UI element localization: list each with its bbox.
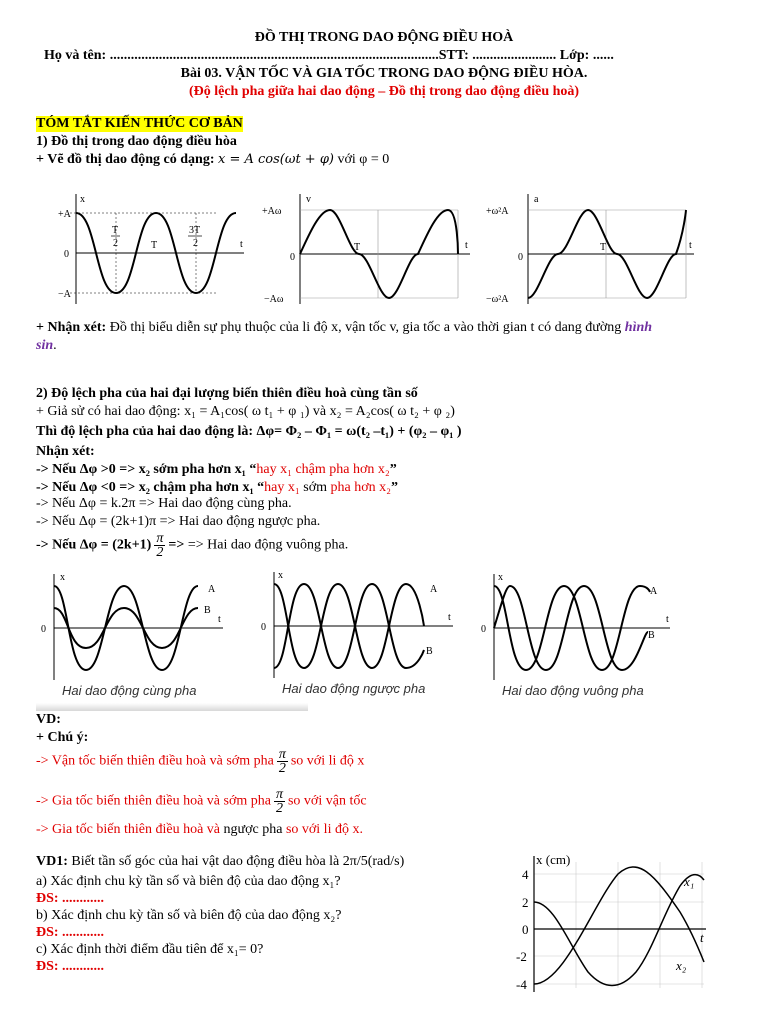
zero-2: 0	[261, 622, 266, 633]
formula-condition: với φ = 0	[334, 152, 390, 167]
axis-label-t-a: t	[689, 240, 692, 251]
zero-1: 0	[41, 624, 46, 635]
remark-1-highlight: hình	[624, 320, 653, 335]
label-t: T	[151, 240, 158, 251]
tick-minus-2: -2	[516, 949, 527, 964]
label-x2: x₂	[676, 958, 687, 973]
rule-2-c: ”	[391, 480, 399, 495]
note-3	[36, 822, 363, 838]
graph-in-phase	[38, 572, 228, 684]
note-3-a: -> Gia tốc biến thiên điều hoà và	[36, 822, 224, 837]
rule-2-a: -> Nếu Δφ <0 => x₂ chậm pha hơn x₁ “	[36, 480, 265, 495]
tick-4: 4	[522, 867, 529, 882]
rule-1-a: -> Nếu Δφ >0 => x₂ sớm pha hơn x₁ “	[36, 462, 257, 477]
label-t-a: T	[600, 242, 607, 253]
answer-b: ĐS: ............	[36, 925, 105, 940]
rule-2-b3: pha hơn x₂	[327, 480, 392, 495]
caption-anti-phase: Hai dao động ngược pha	[282, 681, 426, 696]
item1-heading: 1) Đồ thị trong dao động điều hòa	[36, 134, 237, 149]
rule-5-num: π	[156, 531, 164, 546]
section2-remark: Nhận xét:	[36, 444, 95, 459]
label-a-3: A	[650, 586, 658, 597]
note-2	[36, 788, 367, 815]
tick-minus-4: -4	[516, 977, 527, 992]
vd-label: VD:	[36, 712, 61, 727]
name-line: Họ và tên: ..............................................................................................STT: ........................ Lớp: ......	[44, 48, 614, 63]
label-zero: 0	[64, 249, 69, 260]
label-minus-a: −A	[58, 289, 71, 300]
label-b-3: B	[648, 630, 655, 641]
page-title: ĐỒ THỊ TRONG DAO ĐỘNG ĐIỀU HOÀ	[254, 30, 514, 45]
zero-3: 0	[481, 624, 486, 635]
t-3: t	[666, 614, 669, 625]
note-1-b: so với li độ x	[290, 753, 365, 769]
axis-label-v: v	[306, 194, 311, 205]
rule-5-b: => Hai dao động vuông pha.	[184, 537, 349, 553]
label-plus-a: +A	[58, 209, 71, 220]
label-a-2: A	[430, 584, 438, 595]
graph-anti-phase	[258, 570, 458, 682]
answer-c: ĐS: ............	[36, 959, 105, 974]
label-zero-v: 0	[290, 252, 295, 263]
note-3-c: so với li độ x.	[282, 822, 363, 837]
note-heading: + Chú ý:	[36, 730, 89, 745]
note-2-b: so với vận tốc	[287, 793, 367, 809]
note-2-num: π	[275, 787, 283, 802]
label-3t-num: 3T	[189, 225, 201, 236]
rule-2-b1: hay x₁	[264, 480, 304, 495]
caption-in-phase: Hai dao động cùng pha	[62, 683, 197, 698]
label-b-1: B	[204, 605, 211, 616]
label-t-half-num: T	[112, 225, 119, 236]
section2-heading: 2) Độ lệch pha của hai đại lượng biến thiên điều hoà cùng tần số	[36, 386, 418, 401]
graph-v-time	[262, 192, 472, 308]
vd1-label: VD1:	[36, 854, 68, 869]
note-1-a: -> Vận tốc biến thiên điều hoà và sớm pha	[36, 753, 274, 769]
t-2: t	[448, 612, 451, 623]
graph-vd1	[504, 852, 720, 994]
axis-label-t-v: t	[465, 240, 468, 251]
lesson-title: Bài 03. VẬN TỐC VÀ GIA TỐC TRONG DAO ĐỘNG ĐIỀU HÒA.	[180, 66, 588, 81]
question-a: a) Xác định chu kỳ tần số và biên độ của dao động x₁?	[36, 874, 341, 889]
answer-a: ĐS: ............	[36, 891, 105, 906]
rule-5-den: 2	[156, 545, 164, 560]
label-plus-w2a: +ω²A	[486, 206, 509, 217]
remark-1-sin: sin	[36, 338, 54, 353]
label-minus-w2a: −ω²A	[486, 294, 509, 305]
rule-2	[36, 480, 398, 496]
rule-3: -> Nếu Δφ = k.2π => Hai dao động cùng pha.	[36, 496, 292, 511]
tick-2: 2	[522, 895, 529, 910]
tick-0: 0	[522, 922, 529, 937]
vd1-t-axis: t	[700, 930, 704, 945]
remark-1-end: .	[53, 338, 57, 353]
caption-quadrature: Hai dao động vuông pha	[502, 683, 644, 698]
note-3-b: ngược pha	[223, 822, 283, 837]
item1-sub-text: + Vẽ đồ thị dao động có dạng:	[36, 152, 215, 167]
vd1-intro-text: Biết tần số góc của hai vật dao động điều hòa là 2π/5(rad/s)	[67, 854, 405, 869]
axis-label-x: x	[80, 194, 85, 205]
label-zero-a: 0	[518, 252, 523, 263]
graph-a-time	[486, 192, 696, 308]
rule-1-c: ”	[389, 462, 397, 477]
item1-sub	[36, 152, 389, 168]
vd1-intro	[36, 854, 404, 870]
label-minus-aw: −Aω	[264, 294, 284, 305]
rule-1-b: hay x₁ chậm pha hơn x₂	[256, 462, 390, 477]
graph-quadrature	[478, 572, 678, 684]
t-1: t	[218, 614, 221, 625]
vd1-ylabel: x (cm)	[536, 852, 571, 867]
axis-label-a: a	[534, 194, 539, 205]
label-plus-aw: +Aω	[262, 206, 282, 217]
note-1-den: 2	[278, 761, 286, 776]
note-2-a: -> Gia tốc biến thiên điều hoà và sớm pha	[36, 793, 271, 809]
axis-x-1: x	[60, 572, 65, 583]
axis-x-3: x	[498, 572, 503, 583]
label-a-1: A	[208, 584, 216, 595]
remark-1-line2	[36, 338, 57, 354]
section2-assume: + Giả sử có hai dao động: x₁ = A₁cos( ω t₁ + φ ₁) và x₂ = A₂cos( ω t₂ + φ ₂)	[36, 404, 455, 419]
divider	[36, 703, 308, 711]
label-x1: x₁	[684, 874, 695, 889]
label-t-v: T	[354, 242, 361, 253]
axis-label-t: t	[240, 239, 243, 250]
rule-5-a: -> Nếu Δφ = (2k+1)	[36, 537, 152, 553]
question-c: c) Xác định thời điểm đầu tiên để x₁= 0?	[36, 942, 264, 957]
section2-phase: Thì độ lệch pha của hai dao động là: Δφ= Φ₂ – Φ₁ = ω(t₂ –t₁) + (φ₂ – φ₁ )	[36, 424, 462, 439]
label-3t-den: 2	[193, 238, 198, 249]
axis-x-2: x	[278, 570, 283, 581]
remark-1-text: Đồ thị biểu diễn sự phụ thuộc của li độ x, vận tốc v, gia tốc a vào thời gian t có dang đường	[106, 320, 625, 335]
label-t-half-den: 2	[113, 238, 118, 249]
rule-4: -> Nếu Δφ = (2k+1)π => Hai dao động ngược pha.	[36, 514, 321, 529]
question-b: b) Xác định chu kỳ tần số và biên độ của dao động x₂?	[36, 908, 342, 923]
note-1	[36, 748, 364, 775]
remark-1-lead: + Nhận xét:	[36, 320, 107, 335]
note-1-num: π	[278, 747, 286, 762]
formula: x = A cos(ωt + φ)	[217, 152, 335, 167]
graph-x-time	[56, 192, 246, 308]
label-b-2: B	[426, 646, 433, 657]
rule-5: -> Nếu Δφ = (2k+1) $\frac{\pi}{2}$ => => Hai dao động vuông pha.	[36, 531, 349, 560]
lesson-subtitle: (Độ lệch pha giữa hai dao động – Đồ thị trong dao động điều hoà)	[188, 84, 580, 99]
rule-2-b2: sớm	[303, 480, 328, 495]
summary-heading: TÓM TẮT KIẾN THỨC CƠ BẢN	[36, 116, 243, 131]
rule-1	[36, 462, 397, 478]
remark-1	[36, 320, 652, 336]
note-2-den: 2	[275, 801, 283, 816]
